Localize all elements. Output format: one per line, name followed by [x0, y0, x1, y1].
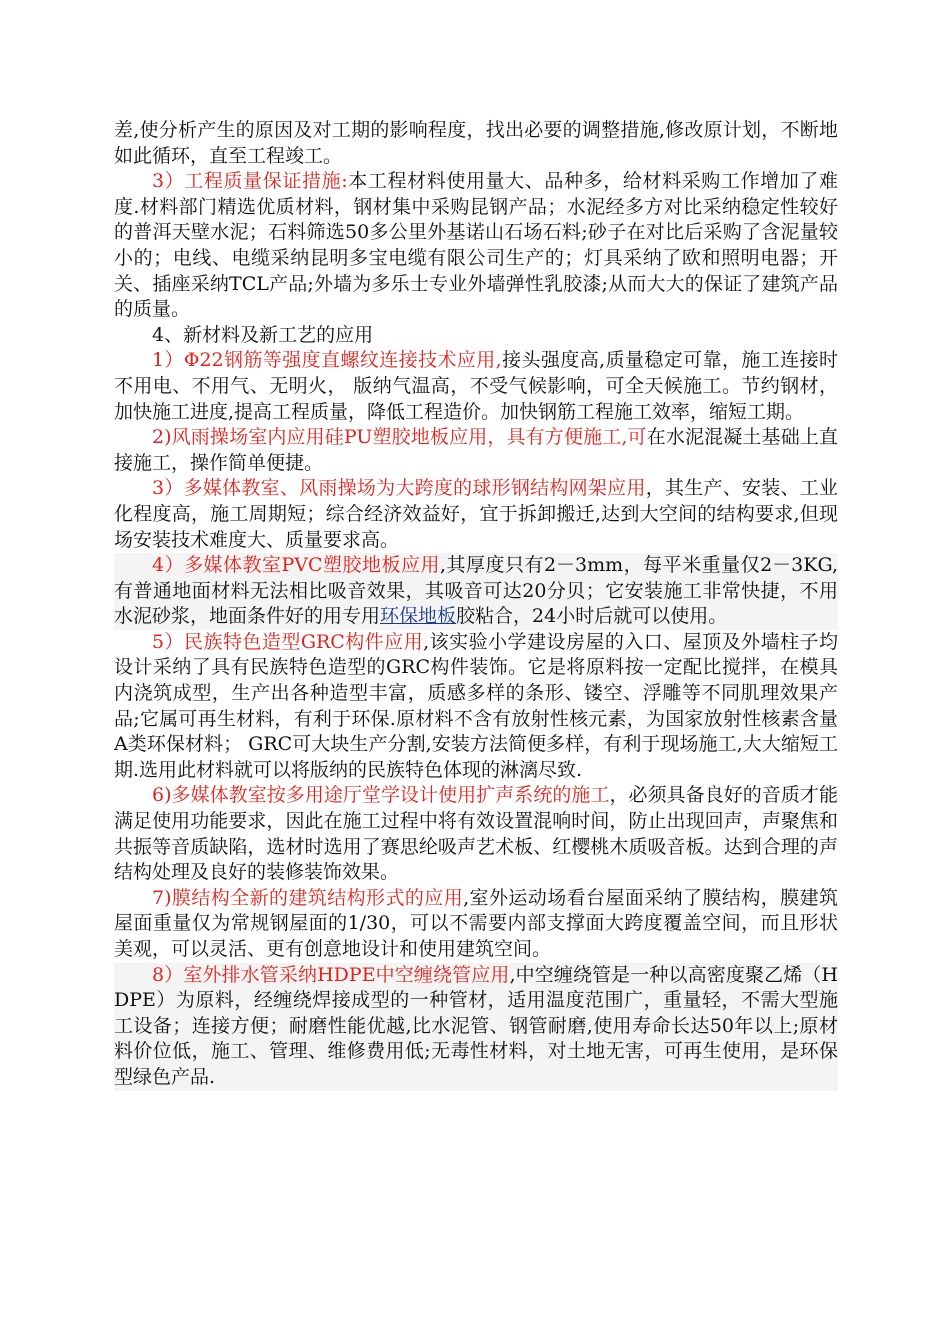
- paragraph-text: ，必须具备良好的音质才能满足使用功能要求，因此在施工过程中将有效设置混响时间，防止出现回声，声聚焦和共振等音质缺陷，选材时选用了赛思纶吸声艺术板、红樱桃木质吸音板。达到合理的声结构处理及良好的装修装饰效果。: [114, 784, 838, 884]
- item-heading-3: 3）工程质量保证措施:: [152, 170, 348, 193]
- section-heading-4: [114, 323, 838, 349]
- paragraph-quality-measures: [114, 169, 838, 323]
- paragraph-text: 接头强度高,质量稳定可靠，施工连接时不用电、不用气、无明火， 版纳气温高，不受气候影响，可全天候施工。节约钢材，加快施工进度,提高工程质量，降低工程造价。加快钢筋工程施工效率，缩短工期。: [114, 349, 838, 423]
- paragraph-text: ,该实验小学建设房屋的入口、屋顶及外墙柱子均设计采纳了具有民族特色造型的GRC构件装饰。它是将原料按一定配比搅拌，在模具内浇筑成型，生产出各种造型丰富，质感多样的条形、镂空、浮雕等不同肌理效果产品;它属可再生材料，有利于环保.原材料不含有放射性核元素，为国家放射性核素含量A类环保材料； GRC可大块生产分割,安装方法简便多样，有利于现场施工,大大缩短工期.选用此材料就可以将版纳的民族特色体现的淋漓尽致.: [114, 630, 838, 781]
- document-page: [114, 118, 838, 1091]
- paragraph-text: ,其厚度只有2－3mm，每平米重量仅2－3KG,有普通地面材料无法相比吸音效果，其吸音可达20分贝；它安装施工非常快捷，不用水泥砂浆，地面条件好的用专用: [114, 554, 838, 628]
- item-heading-2: 2)风雨操场室内应用硅PU塑胶地板应用，具有方便施工,可: [152, 426, 647, 449]
- item-heading-7: 7)膜结构全新的建筑结构形式的应用: [152, 886, 464, 909]
- paragraph-pu-floor: [114, 425, 838, 476]
- paragraph-text: ,室外运动场看台屋面采纳了膜结构，膜建筑屋面重量仅为常规钢屋面的1/30，可以不需要内部支撑面大跨度覆盖空间，而且形状美观，可以灵活、更有创意地设计和使用建筑空间。: [114, 886, 838, 960]
- item-heading-6: 6)多媒体教室按多用途厅堂学设计使用扩声系统的施工: [152, 784, 610, 807]
- eco-floor-link[interactable]: 环保地板: [380, 605, 457, 628]
- section-title: 4、新材料及新工艺的应用: [152, 323, 374, 346]
- item-heading-1: 1）Φ22钢筋等强度直螺纹连接技术应用,: [152, 349, 502, 372]
- paragraph-membrane-structure: [114, 886, 838, 963]
- paragraph-text: ,中空缠绕管是一种以高密度聚乙烯（HDPE）为原料，经缠绕焊接成型的一种管材，适用温度范围广，重量轻，不需大型施工设备；连接方便；耐磨性能优越,比水泥管、钢管耐磨,使用寿命长达50年以上;原材料价位低，施工、管理、维修费用低;无毒性材料，对土地无害，可再生使用，是环保型绿色产品.: [114, 963, 838, 1088]
- paragraph-hdpe-pipe: [114, 963, 838, 1091]
- item-heading-3b: 3）多媒体教室、风雨操场为大跨度的球形钢结构网架应用: [152, 477, 646, 500]
- item-heading-8: 8）室外排水管采纳HDPE中空缠绕管应用: [152, 963, 510, 986]
- paragraph-text: 差,使分析产生的原因及对工期的影响程度，找出必要的调整措施,修改原计划，不断地如此循环，直至工程竣工。: [114, 119, 838, 167]
- paragraph-steel-space-frame: [114, 476, 838, 553]
- paragraph-pvc-floor: [114, 553, 838, 630]
- paragraph-schedule-adjustment: [114, 118, 838, 169]
- paragraph-text: 胶粘合，24小时后就可以使用。: [456, 605, 728, 628]
- paragraph-rebar-connection: [114, 348, 838, 425]
- paragraph-sound-system: [114, 783, 838, 885]
- paragraph-text: 在水泥混凝土基础上直接施工，操作简单便捷。: [114, 426, 838, 474]
- item-heading-5: 5）民族特色造型GRC构件应用: [152, 630, 424, 653]
- item-heading-4: 4）多媒体教室PVC塑胶地板应用: [152, 554, 440, 577]
- paragraph-grc-components: [114, 630, 838, 784]
- paragraph-text: ，其生产、安装、工业化程度高，施工周期短；综合经济效益好，宜于拆卸搬迁,达到大空间的结构要求,但现场安装技术难度大、质量要求高。: [114, 477, 838, 551]
- paragraph-text: 本工程材料使用量大、品种多，给材料采购工作增加了难度.材料部门精选优质材料，钢材集中采购昆钢产品；水泥经多方对比采纳稳定性较好的普洱天壁水泥；石料筛选50多公里外基诺山石场石料;砂子在对比后采购了含泥量较小的；电线、电缆采纳昆明多宝电缆有限公司生产的；灯具采纳了欧和照明电器；开关、插座采纳TCL产品;外墙为多乐士专业外墙弹性乳胶漆;从而大大的保证了建筑产品的质量。: [114, 170, 838, 321]
